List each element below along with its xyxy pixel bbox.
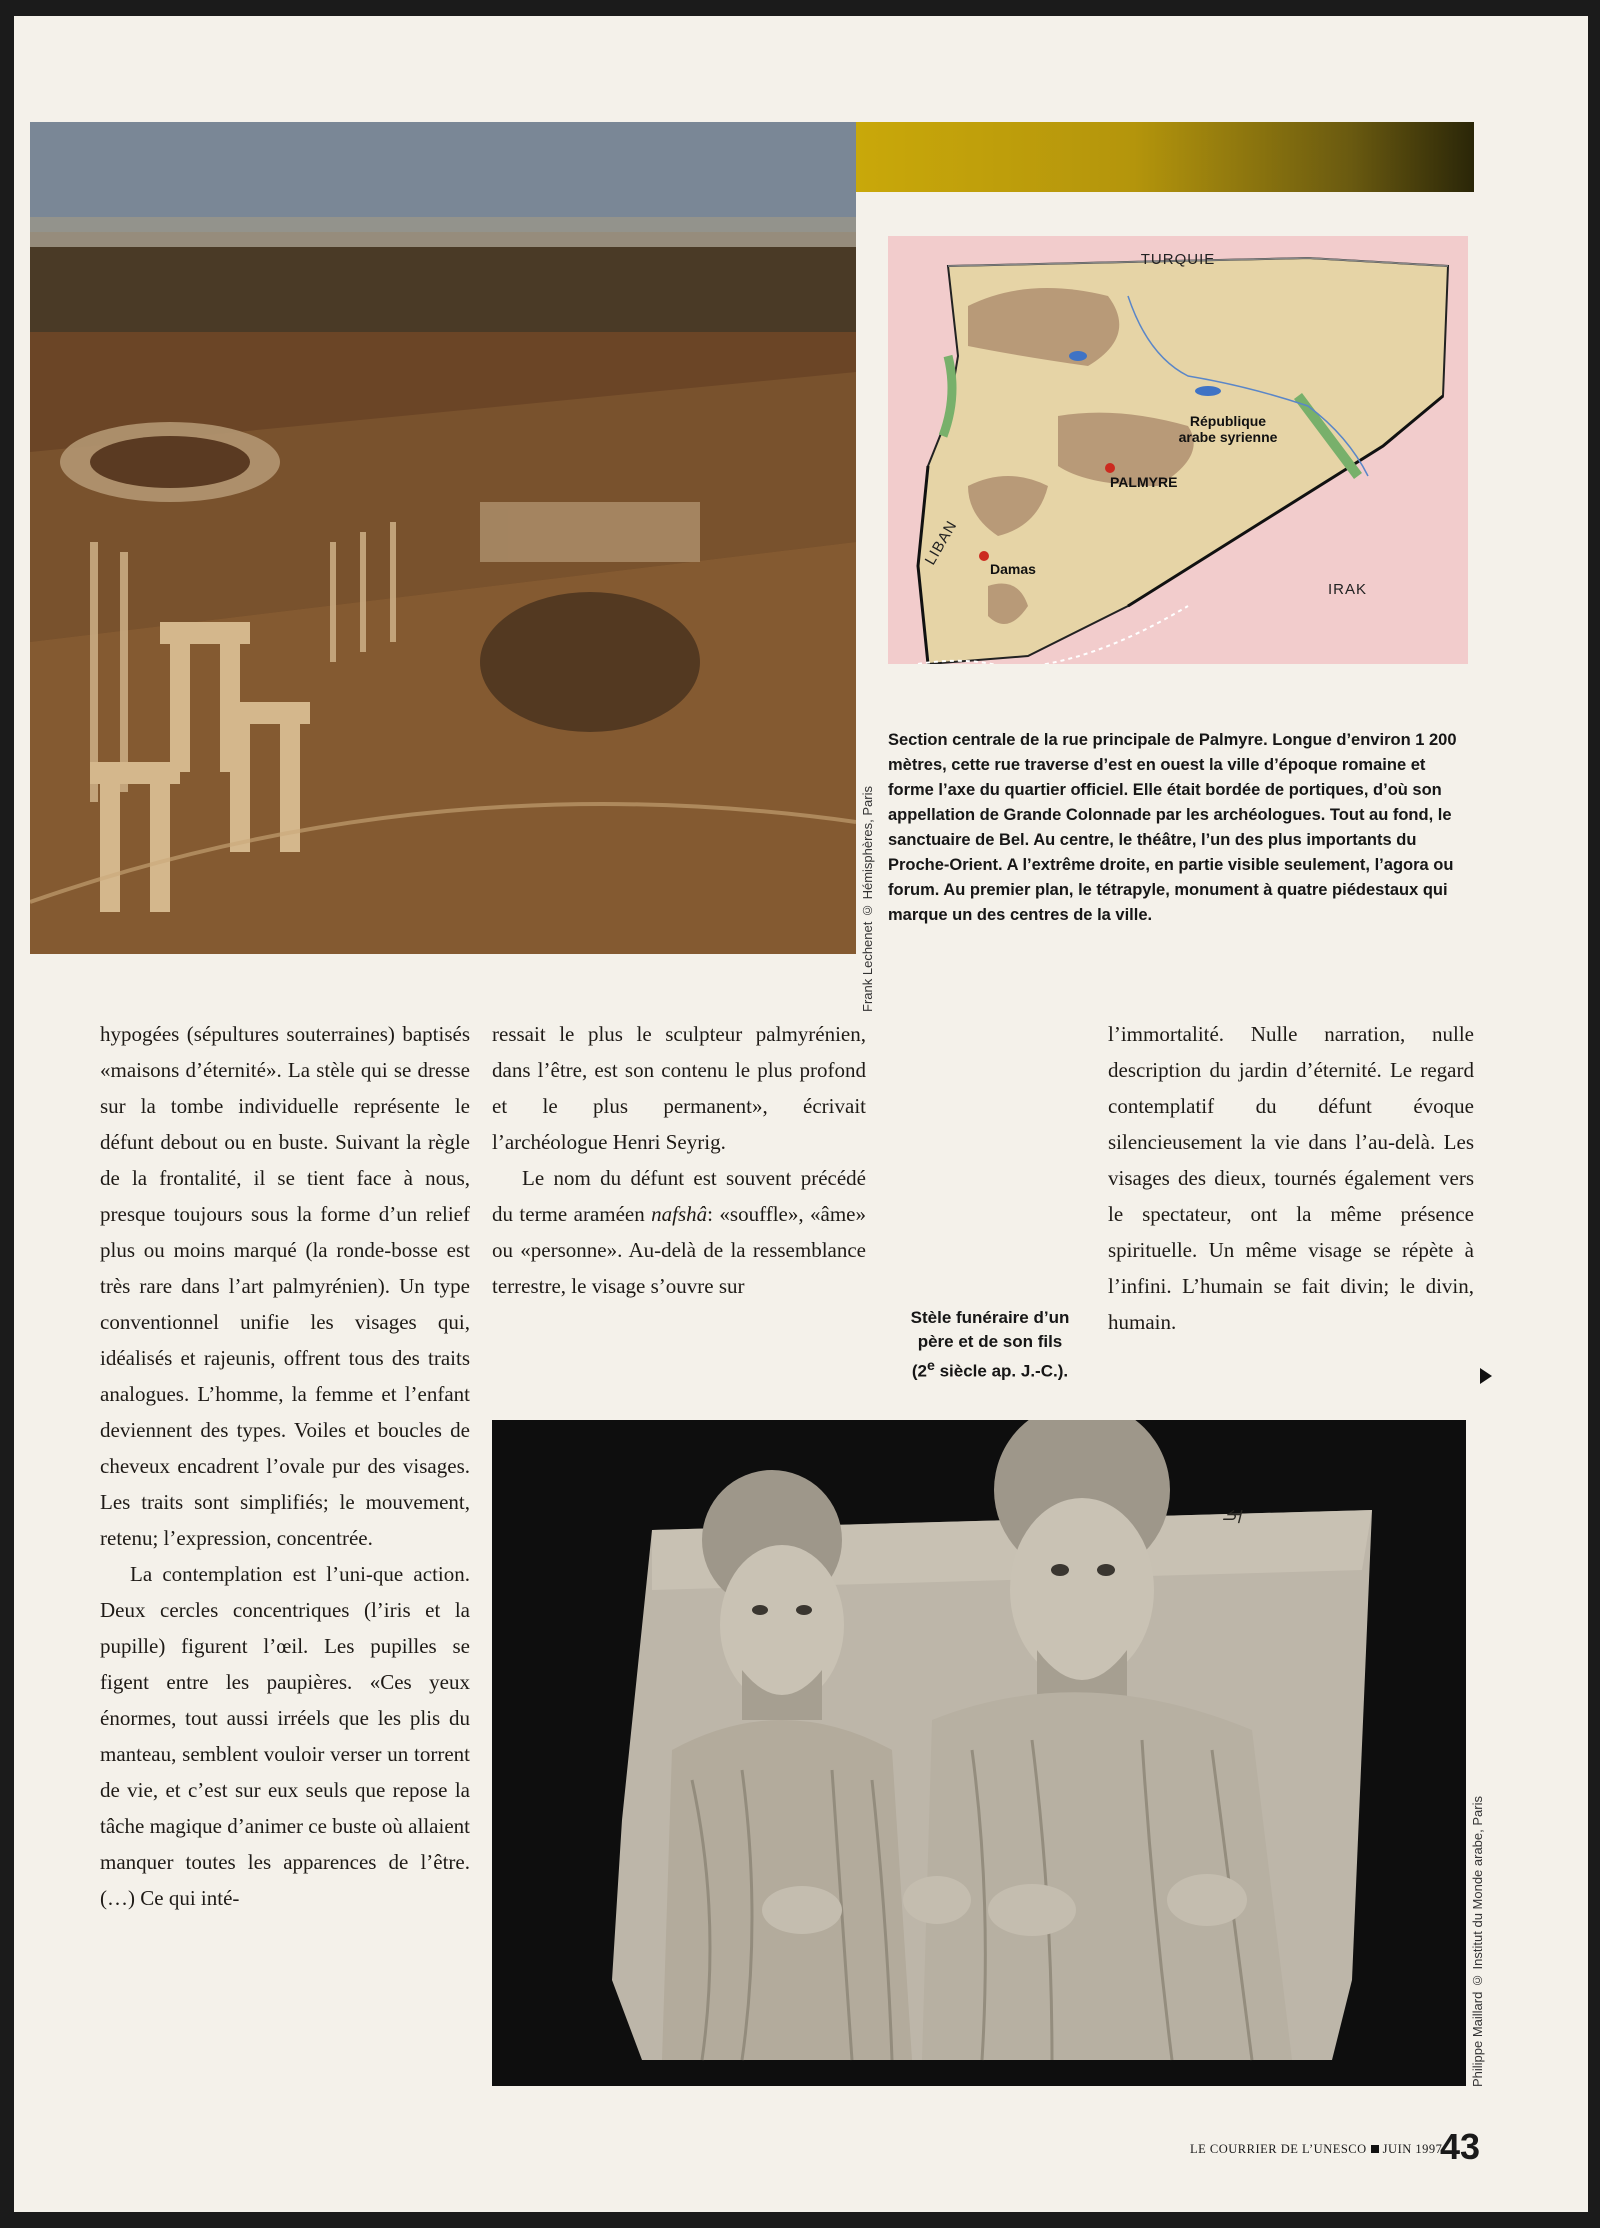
palmyre-marker <box>1105 463 1115 473</box>
aerial-photo-palmyra <box>30 122 856 954</box>
page-footer <box>1190 2126 1480 2166</box>
aramaic-term: nafshâ <box>651 1202 708 1226</box>
continue-arrow-icon <box>1480 1368 1492 1384</box>
label-arabe-syrienne: arabe syrienne <box>1178 429 1278 445</box>
label-irak: IRAK <box>1328 581 1368 598</box>
lake-assad <box>1195 386 1221 396</box>
text-run: siècle ap. J.-C.). <box>934 1361 1069 1381</box>
aerial-photo-credit: Frank Lechenet © Hémisphères, Paris <box>860 786 875 1012</box>
text-run: : «souffle», «âme» ou «personne». Au-delà de la ressemblance terrestre, le visage s’ouvre sur <box>492 1202 866 1298</box>
label-republique: République <box>1189 413 1267 429</box>
lake-left <box>1069 351 1087 361</box>
square-separator-icon <box>1371 2145 1379 2153</box>
article-column-2 <box>492 1016 866 1304</box>
stele-caption <box>886 1306 1094 1384</box>
stele-caption-line <box>886 1354 1094 1384</box>
superscript: e <box>927 1358 935 1374</box>
stele-photo <box>492 1420 1466 2086</box>
issue-date: JUIN 1997 <box>1382 2142 1443 2156</box>
syria-map <box>888 236 1468 664</box>
stele-caption-line: Stèle funéraire d’un <box>910 1308 1070 1327</box>
masthead <box>1190 2142 1442 2157</box>
article-column-1 <box>100 1016 470 1916</box>
gold-decorative-band <box>856 122 1474 192</box>
text-run: Le nom du défunt est souvent précédé du terme araméen <box>492 1166 866 1226</box>
article-paragraph: La contemplation est l’uni-que action. Deux cercles concentriques (l’iris et la pupille) figurent l’œil. Les pupilles se figent entre les paupières. «Ces yeux énormes, tout aussi irréels que les plis du manteau, semblent vouloir verser un torrent de vie, et c’est sur eux seuls que repose la tâche magique d’animer ce buste où allaient manquer toutes les apparences de l’être. (…) Ce qui inté- <box>100 1562 470 1910</box>
stele-photo-illustration <box>492 1420 1466 2086</box>
article-paragraph: hypogées (sépultures souterraines) baptisés «maisons d’éternité». La stèle qui se dresse sur la tombe individuelle représente le défunt debout ou en buste. Suivant la règle de la frontalité, il se tient face à nous, presque toujours sous la forme d’un relief plus ou moins marqué (la ronde-bosse est très rare dans l’art palmyrénien). Un type conventionnel unifie les visages qui, idéalisés et rajeunis, offrent tous des traits analogues. L’homme, la femme et l’enfant deviennent des types. Voiles et boucles de cheveux encadrent l’ovale pur des visages. Les traits sont simplifiés; le mouvement, retenu; l’expression, concentrée. <box>100 1022 470 1550</box>
aerial-photo-illustration <box>30 122 856 954</box>
article-paragraph-nafsha <box>492 1160 866 1304</box>
damas-marker <box>979 551 989 561</box>
label-liban: LIBAN <box>921 517 961 568</box>
text-run: (2 <box>911 1361 927 1381</box>
stele-photo-credit: Philippe Maillard © Institut du Monde arabe, Paris <box>1470 1796 1485 2088</box>
magazine-page <box>14 16 1588 2212</box>
article-paragraph: l’immortalité. Nulle narration, nulle description du jardin d’éternité. Le regard contemplatif du défunt évoque silencieusement la vie dans l’au-delà. Les visages des dieux, tournés également vers le spectateur, ont la même présence spirituelle. Un même visage se répète à l’infini. L’humain se fait divin; le divin, humain. <box>1108 1022 1474 1334</box>
svg-text:ࡌ: ࡌ <box>1222 1503 1242 1525</box>
stele-caption-line: père et de son fils <box>917 1332 1063 1351</box>
label-damas: Damas <box>990 561 1036 577</box>
map-caption: Section centrale de la rue principale de Palmyre. Longue d’environ 1 200 mètres, cette rue traverse d’est en ouest la ville d’époque romaine et forme l’axe du quartier officiel. Elle était bordée de portiques, d’où son appellation de Grande Colonnade par les archéologues. Tout au fond, le sanctuaire de Bel. Au centre, le théâtre, l’un des plus importants du Proche-Orient. A l’extrême droite, en partie visible seulement, l’agora ou forum. Au premier plan, le tétrapyle, monument à quatre piédestaux qui marque un des centres de la ville. <box>888 731 1457 924</box>
masthead-title: LE COURRIER DE L’UNESCO <box>1190 2142 1367 2156</box>
article-column-3 <box>1108 1016 1474 1340</box>
page-number: 43 <box>1439 2126 1480 2167</box>
article-paragraph: ressait le plus le sculpteur palmyrénien, dans l’être, est son contenu le plus profond et le plus permanent», écrivait l’archéologue Henri Seyrig. <box>492 1022 866 1154</box>
label-palmyre: PALMYRE <box>1110 474 1178 490</box>
label-turquie: TURQUIE <box>1140 251 1216 268</box>
